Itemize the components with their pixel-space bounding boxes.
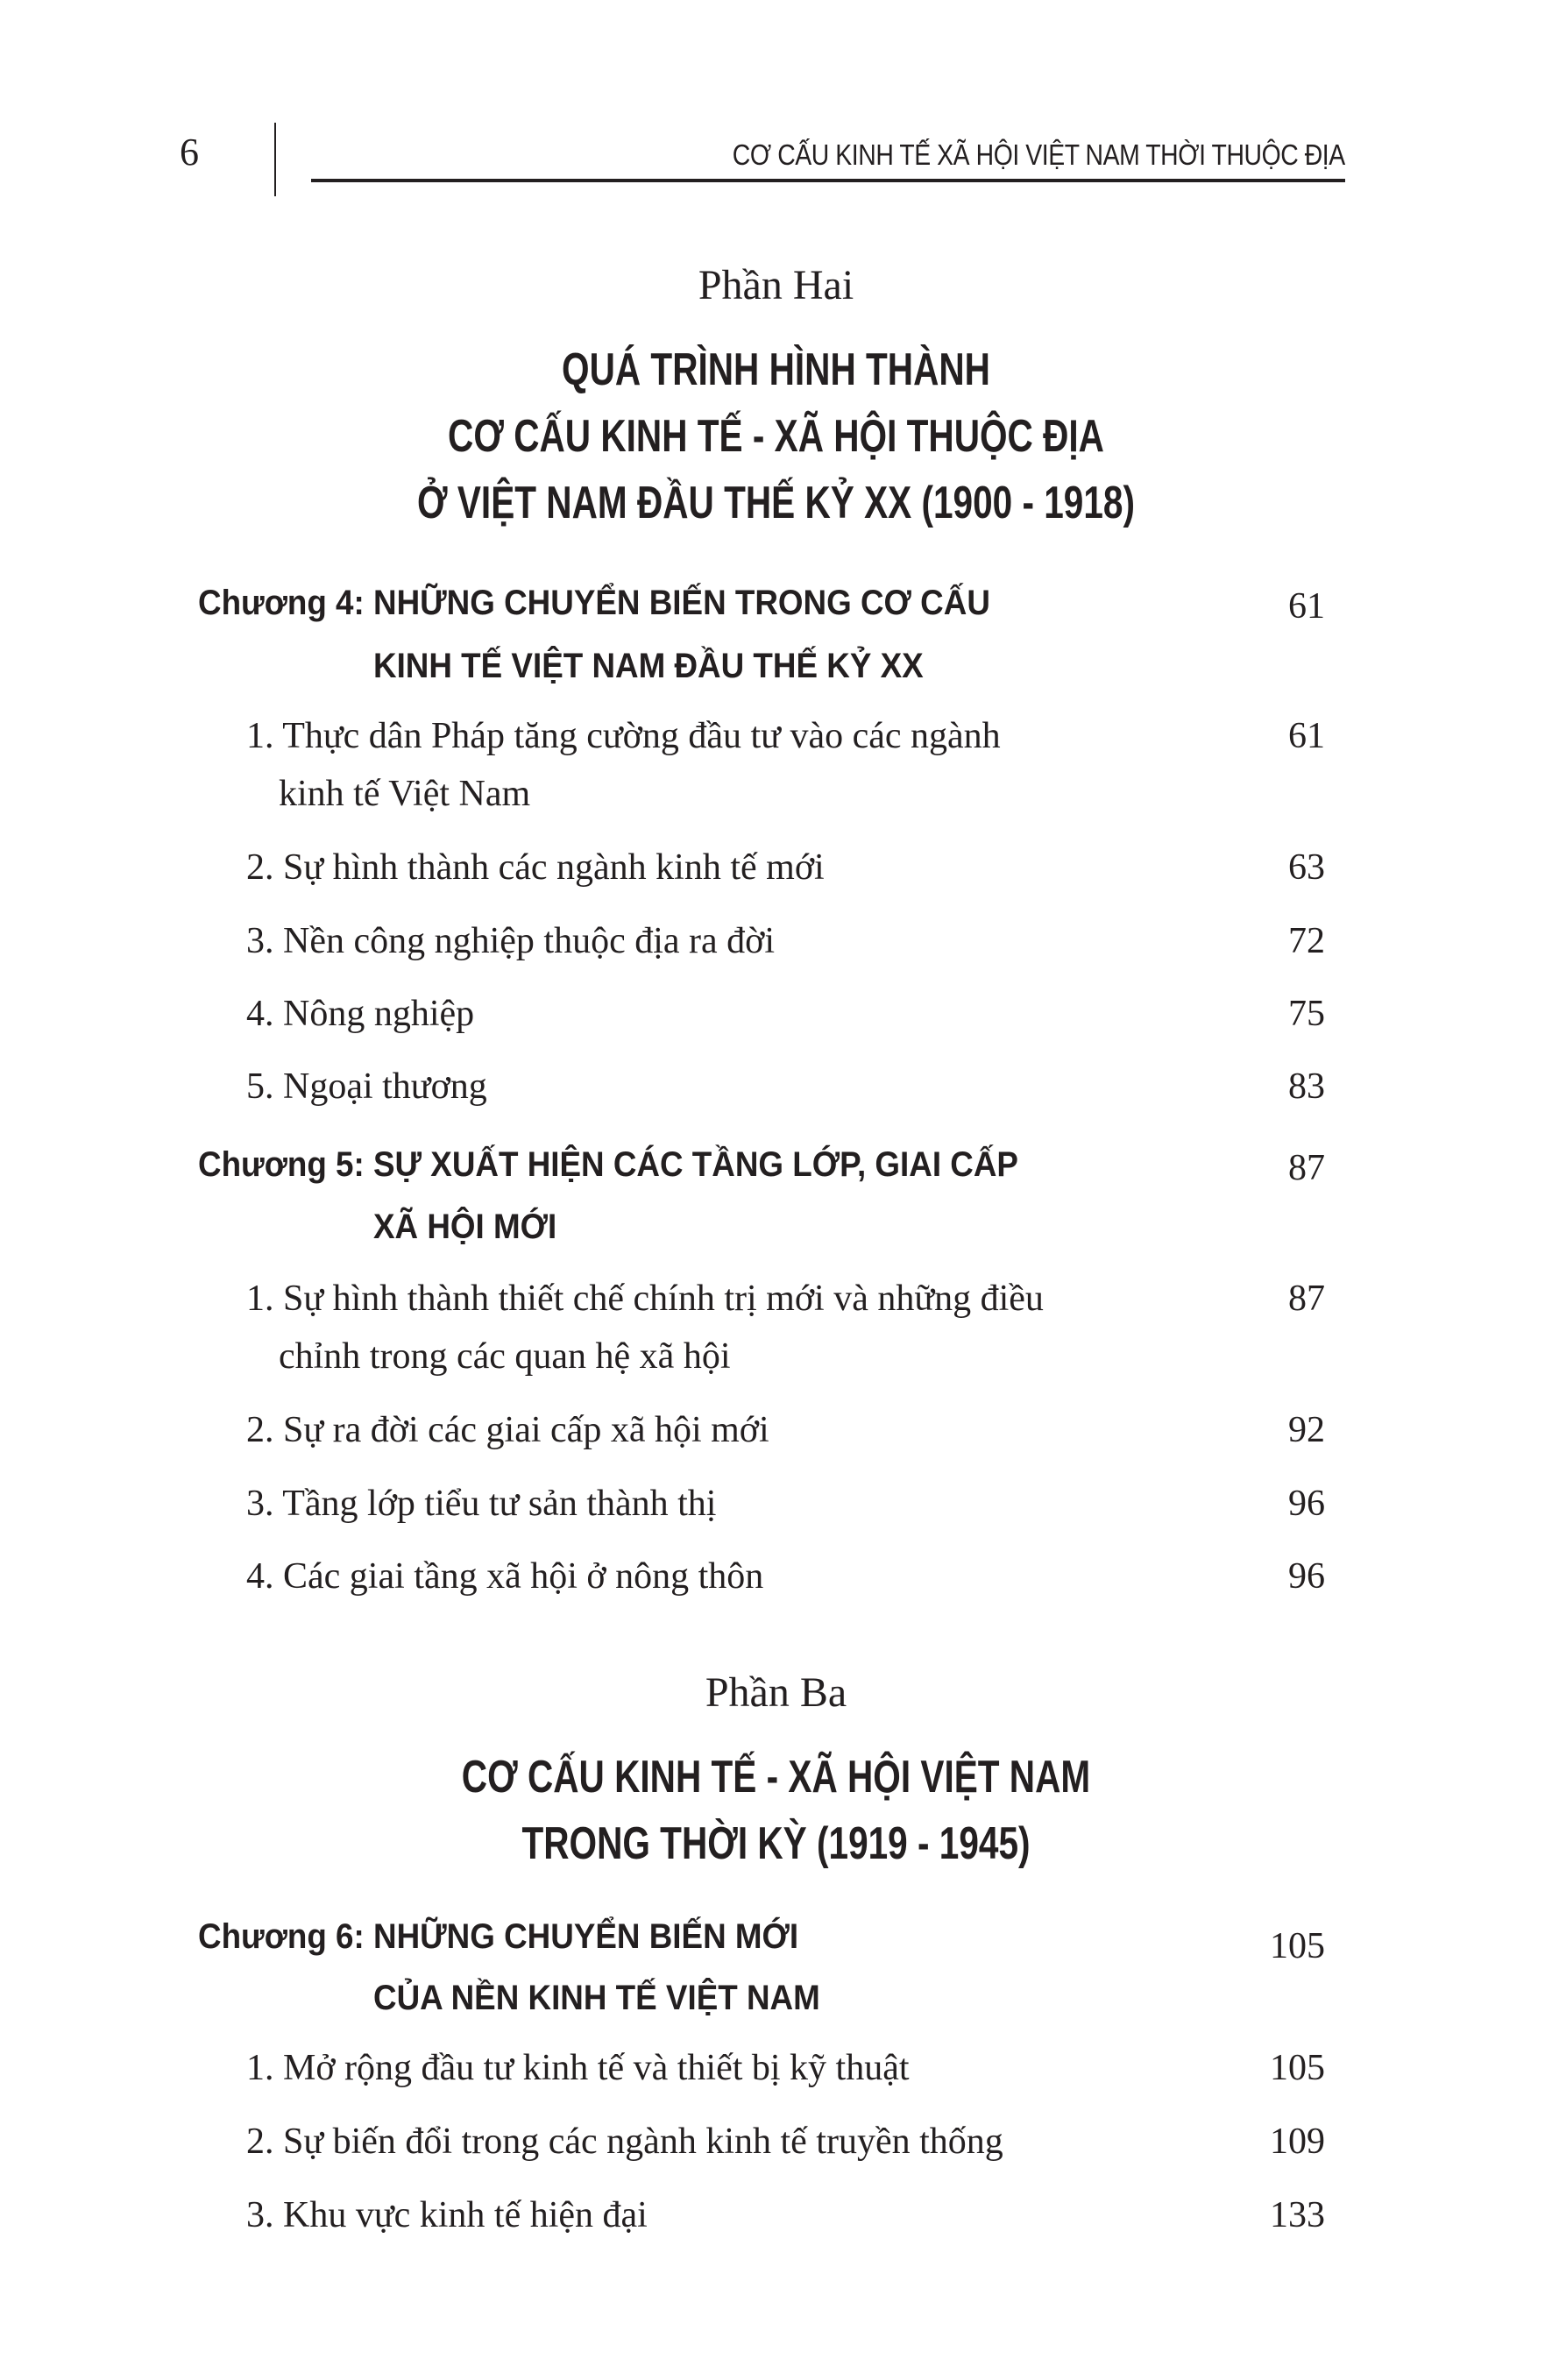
chapter-title-line: CỦA NỀN KINH TẾ VIỆT NAM [373, 1979, 820, 2017]
toc-item-line: 1. Mở rộng đầu tư kinh tế và thiết bị kỹ thuật [246, 2048, 910, 2088]
toc-item-page: 105 [1270, 2048, 1325, 2088]
toc-item-line: 2. Sự hình thành các ngành kinh tế mới [246, 847, 825, 888]
chapter-title-line: XÃ HỘI MỚI [373, 1208, 557, 1246]
chapter-title-line: NHỮNG CHUYỂN BIẾN MỚI [373, 1917, 799, 1956]
toc-item-line: chỉnh trong các quan hệ xã hội [279, 1336, 731, 1377]
part-title: CƠ CẤU KINH TẾ - XÃ HỘI VIỆT NAM TRONG THỜI KỲ (1919 - 1945) [461, 1752, 1091, 1869]
chapter-title-line: KINH TẾ VIỆT NAM ĐẦU THẾ KỶ XX [373, 647, 924, 685]
toc-item-page: 83 [1288, 1066, 1325, 1107]
toc-item-line: 3. Khu vực kinh tế hiện đại [246, 2195, 648, 2235]
part-label: Phần Ba [705, 1669, 847, 1716]
chapter-title-line: SỰ XUẤT HIỆN CÁC TẦNG LỚP, GIAI CẤP [373, 1145, 1018, 1184]
toc-item-page: 133 [1270, 2195, 1325, 2235]
running-title: CƠ CẤU KINH TẾ XÃ HỘI VIỆT NAM THỜI THUỘC ĐỊA [733, 138, 1345, 171]
toc-item-line: 4. Nông nghiệp [246, 994, 475, 1034]
toc-item-line: 5. Ngoại thương [246, 1066, 487, 1107]
toc-item-page: 92 [1288, 1410, 1325, 1450]
chapter-page-ref: 87 [1288, 1148, 1325, 1188]
toc-item-page: 61 [1288, 716, 1325, 756]
part-title: QUÁ TRÌNH HÌNH THÀNH CƠ CẤU KINH TẾ - XÃ HỘI THUỘC ĐỊA Ở VIỆT NAM ĐẦU THẾ KỶ XX (1900 - 1918) [417, 344, 1135, 528]
toc-item-line: kinh tế Việt Nam [279, 774, 531, 814]
toc-item-line: 1. Thực dân Pháp tăng cường đầu tư vào các ngành [246, 716, 1001, 756]
toc-item-page: 87 [1288, 1279, 1325, 1319]
chapter-prefix: Chương 5: [198, 1145, 365, 1184]
toc-item-line: 1. Sự hình thành thiết chế chính trị mới và những điều [246, 1279, 1044, 1319]
toc-item-line: 2. Sự biến đổi trong các ngành kinh tế truyền thống [246, 2121, 1003, 2162]
header-rule [311, 179, 1345, 182]
toc-item-line: 2. Sự ra đời các giai cấp xã hội mới [246, 1410, 769, 1450]
toc-item-page: 63 [1288, 847, 1325, 888]
toc-item-line: 4. Các giai tầng xã hội ở nông thôn [246, 1556, 764, 1597]
chapter-prefix: Chương 4: [198, 584, 365, 622]
toc-item-page: 96 [1288, 1484, 1325, 1524]
toc-item-line: 3. Tầng lớp tiểu tư sản thành thị [246, 1484, 717, 1524]
header-vertical-divider [274, 123, 276, 196]
part-label: Phần Hai [698, 262, 854, 308]
toc-item-page: 72 [1288, 921, 1325, 961]
chapter-page-ref: 61 [1288, 586, 1325, 627]
chapter-prefix: Chương 6: [198, 1917, 365, 1956]
chapter-page-ref: 105 [1270, 1926, 1325, 1966]
chapter-title-line: NHỮNG CHUYỂN BIẾN TRONG CƠ CẤU [373, 584, 990, 622]
page-number: 6 [180, 131, 199, 174]
toc-item-page: 96 [1288, 1556, 1325, 1597]
toc-item-line: 3. Nền công nghiệp thuộc địa ra đời [246, 921, 776, 961]
toc-item-page: 109 [1270, 2121, 1325, 2162]
toc-item-page: 75 [1288, 994, 1325, 1034]
